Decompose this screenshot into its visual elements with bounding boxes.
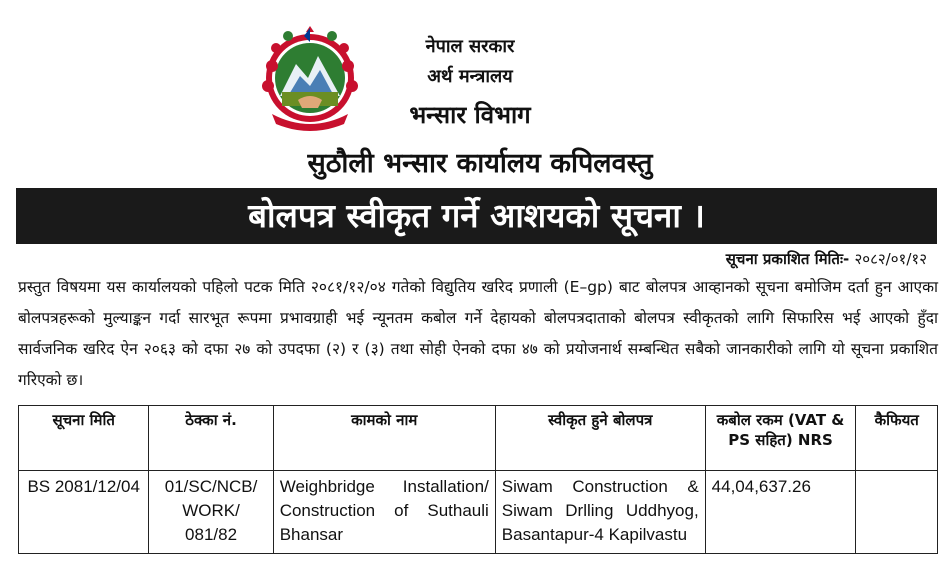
notice-body: प्रस्तुत विषयमा यस कार्यालयको पहिलो पटक मिति २०८१/१२/०४ गतेको विद्युतिय खरिद प्रणाली (E–gp) बाट बोलपत्र आव्हानको सूचना बमोजिम दर्ता हुन आएका बोलपत्रहरूको मुल्याङ्कन गर्दा सारभूत रूपमा प्रभावग्राही भई न्यूनतम कबोल गर्ने देहायको बोलपत्रदाताको बोलपत्र स्वीकृतको लागि सिफारिस भई आएको हुँदा सार्वजनिक खरिद ऐन २०६३ को दफा २७ को उपदफा (२) र (३) तथा सोही ऐनको दफा ४७ को प्रयोजनार्थ सम्बन्धित सबैको जानकारीको लागि यो सूचना प्रकाशित गरिएको छ। [18,278,938,389]
department-name: भन्सार विभाग [409,101,531,129]
header-remarks: कैफियत [856,406,938,471]
ministry-name: अर्थ मन्त्रालय [427,66,513,87]
cell-amount: 44,04,637.26 [705,471,856,554]
table-header-row [19,406,938,471]
header-work-name: कामको नाम [273,406,495,471]
publish-date [726,249,927,269]
header-notice-date: सूचना मिति [19,406,149,471]
table-row [19,471,938,554]
office-name: सुठौली भन्सार कार्यालय कपिलवस्तु [307,148,653,179]
cell-work-name: Weighbridge Installation/ Construction of Suthauli Bhansar [273,471,495,554]
tender-table [18,405,938,554]
cell-contract-no: 01/SC/NCB/ WORK/ 081/82 [149,471,273,554]
publish-date-value: २०८२/०१/१२ [854,250,927,268]
cell-bidder: Siwam Construction & Siwam Drlling Uddhyog, Basantapur-4 Kapilvastu [495,471,705,554]
cell-notice-date: BS 2081/12/04 [19,471,149,554]
government-name: नेपाल सरकार [425,36,515,57]
cell-remarks [856,471,938,554]
header-amount: कबोल रकम (VAT & PS सहित) NRS [705,406,856,471]
header-bidder: स्वीकृत हुने बोलपत्र [495,406,705,471]
publish-date-label: सूचना प्रकाशित मितिः- [725,250,850,268]
header-contract-no: ठेक्का नं. [149,406,273,471]
nepal-emblem-icon [258,26,362,134]
notice-title-banner: बोलपत्र स्वीकृत गर्ने आशयको सूचना । [16,188,937,244]
